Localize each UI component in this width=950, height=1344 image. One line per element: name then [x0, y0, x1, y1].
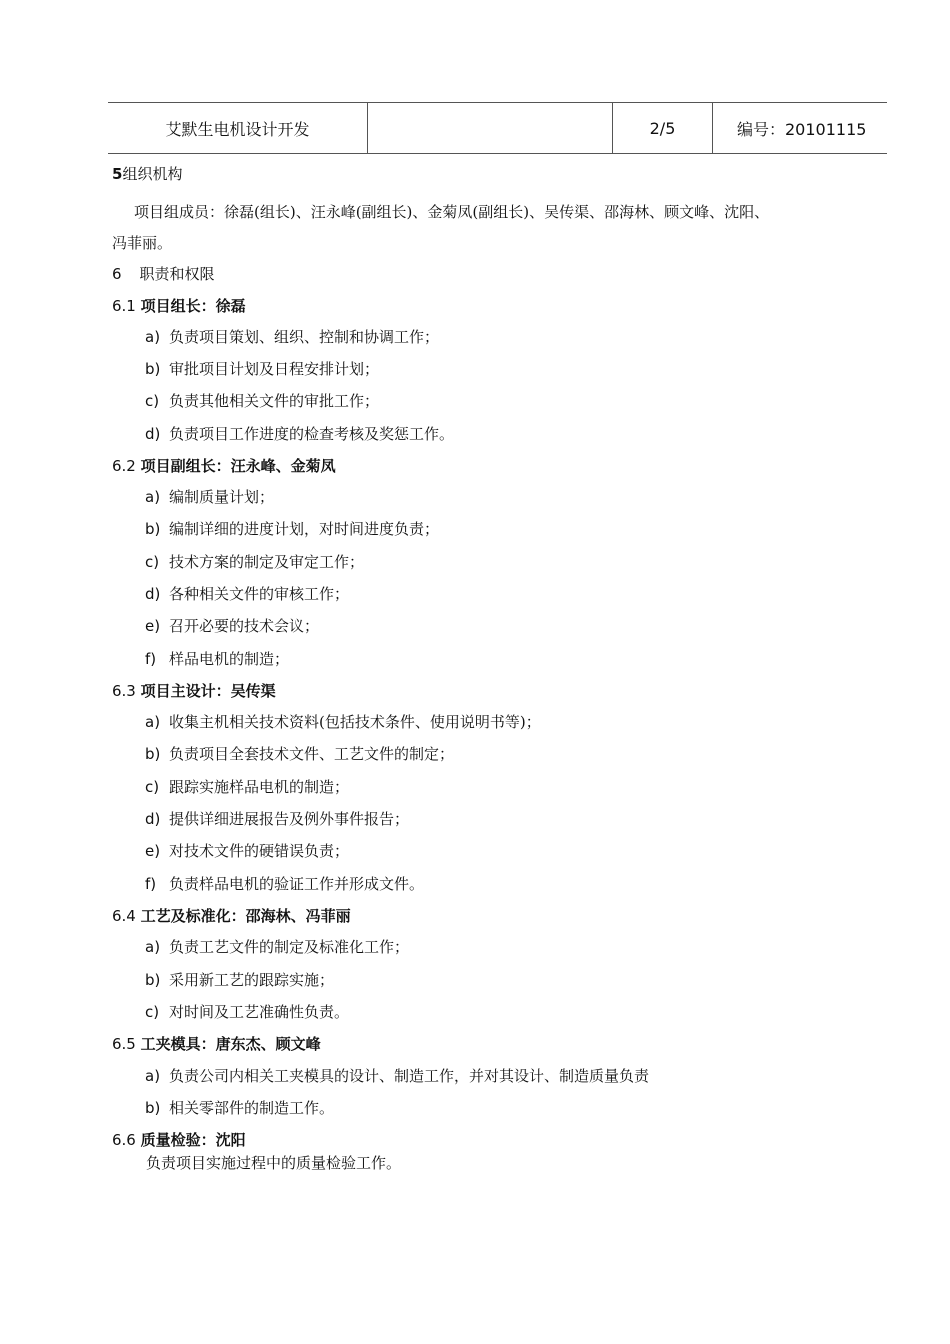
subsection-heading: 6.6 质量检验：沈阳 — [112, 1131, 246, 1149]
list-item: b) 负责项目全套技术文件、工艺文件的制定； — [145, 745, 455, 763]
subsection-heading: 6.1 项目组长：徐磊 — [112, 297, 246, 315]
subsection-heading: 6.4 工艺及标准化：邵海林、冯菲丽 — [112, 907, 351, 925]
section-6-number: 6 — [112, 265, 122, 283]
list-item: a) 负责工艺文件的制定及标准化工作； — [145, 938, 410, 956]
list-item: d) 提供详细进展报告及例外事件报告； — [145, 810, 410, 828]
page-number: 2/5 — [613, 103, 713, 153]
members-line-2: 冯菲丽。 — [112, 234, 173, 252]
section-6-title: 职责和权限 — [139, 265, 215, 283]
list-item: b) 审批项目计划及日程安排计划； — [145, 360, 380, 378]
header-table — [108, 102, 887, 154]
document-code: 编号：20101115 — [737, 119, 867, 139]
document-title: 艾默生电机设计开发 — [108, 103, 368, 153]
section-5-heading — [112, 164, 182, 184]
subsection-paragraph: 负责项目实施过程中的质量检验工作。 — [146, 1154, 402, 1172]
list-item: b) 编制详细的进度计划，对时间进度负责； — [145, 520, 440, 538]
header-blank-cell — [368, 103, 613, 153]
list-item: c) 技术方案的制定及审定工作； — [145, 553, 365, 571]
list-item: a) 负责公司内相关工夹模具的设计、制造工作，并对其设计、制造质量负责 — [145, 1067, 650, 1085]
section-5-title: 组织机构 — [122, 165, 183, 183]
list-item: b) 采用新工艺的跟踪实施； — [145, 971, 335, 989]
list-item: a) 编制质量计划； — [145, 488, 275, 506]
subsection-heading: 6.5 工夹模具：唐东杰、顾文峰 — [112, 1035, 321, 1053]
list-item: a) 负责项目策划、组织、控制和协调工作； — [145, 328, 440, 346]
list-item: c) 对时间及工艺准确性负责。 — [145, 1003, 350, 1021]
list-item: d) 各种相关文件的审核工作； — [145, 585, 350, 603]
list-item: e) 召开必要的技术会议； — [145, 617, 320, 635]
list-item: c) 跟踪实施样品电机的制造； — [145, 778, 350, 796]
list-item: d) 负责项目工作进度的检查考核及奖惩工作。 — [145, 425, 455, 443]
list-item: f) 样品电机的制造； — [145, 650, 290, 668]
list-item: e) 对技术文件的硬错误负责； — [145, 842, 350, 860]
subsection-heading: 6.3 项目主设计：吴传渠 — [112, 682, 276, 700]
list-item: b) 相关零部件的制造工作。 — [145, 1099, 335, 1117]
members-line-1: 项目组成员：徐磊(组长)、汪永峰(副组长)、金菊凤(副组长)、吴传渠、邵海林、顾文峰、沈阳、 — [134, 203, 770, 221]
section-6-heading — [112, 264, 215, 284]
subsection-heading: 6.2 项目副组长：汪永峰、金菊凤 — [112, 457, 336, 475]
list-item: c) 负责其他相关文件的审批工作； — [145, 392, 380, 410]
list-item: a) 收集主机相关技术资料(包括技术条件、使用说明书等)； — [145, 713, 541, 731]
list-item: f) 负责样品电机的验证工作并形成文件。 — [145, 875, 425, 893]
section-5-number: 5 — [112, 165, 123, 183]
